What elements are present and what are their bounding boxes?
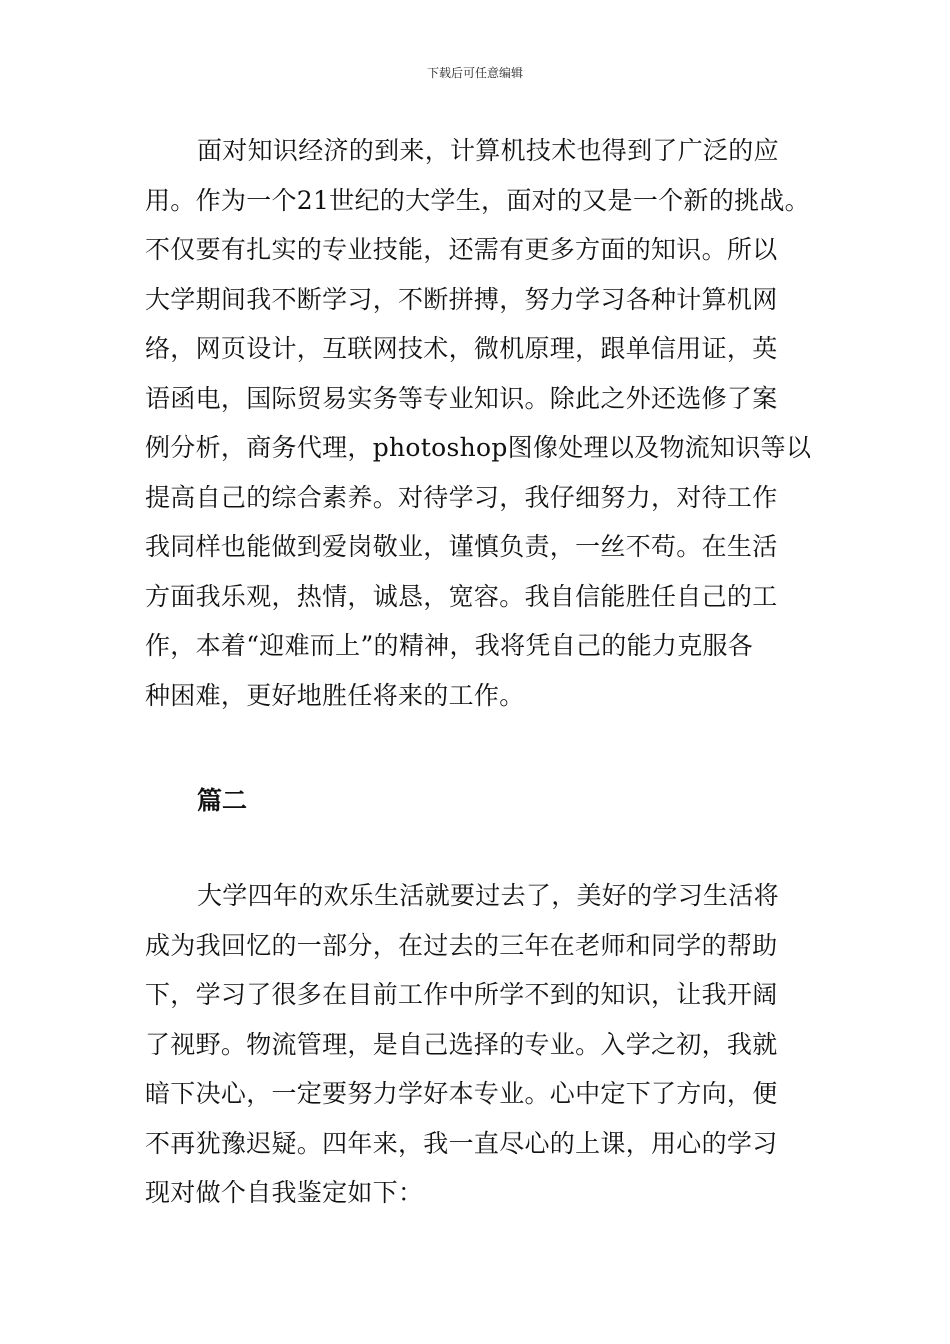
text-line: 不仅要有扎实的专业技能，还需有更多方面的知识。所以	[145, 235, 778, 264]
text-line: 种困难，更好地胜任将来的工作。	[145, 680, 525, 710]
section-title: 篇二	[197, 786, 248, 815]
text-line: 大学四年的欢乐生活就要过去了，美好的学习生活将	[197, 881, 779, 910]
page-header-note: 下载后可任意编辑	[426, 66, 523, 80]
paragraph-section-two	[145, 871, 815, 1218]
text-line: 不再犹豫迟疑。四年来，我一直尽心的上课，用心的学习	[145, 1128, 778, 1158]
text-line: 方面我乐观，热情，诚恳，宽容。我自信能胜任自己的工	[145, 581, 778, 611]
text-line: 现对做个自我鉴定如下：	[145, 1178, 424, 1207]
text-line: 下，学习了很多在目前工作中所学不到的知识，让我开阔	[145, 980, 778, 1009]
text-line: 了视野。物流管理，是自己选择的专业。入学之初，我就	[145, 1029, 778, 1059]
text-line: 用。作为一个21世纪的大学生，面对的又是一个新的挑战。	[145, 185, 810, 215]
text-line: 成为我回忆的一部分，在过去的三年在老师和同学的帮助	[145, 930, 778, 960]
text-line: 例分析，商务代理，photoshop图像处理以及物流知识等以	[145, 433, 812, 462]
text-line: 语函电，国际贸易实务等专业知识。除此之外还选修了案	[145, 383, 778, 413]
text-line: 提高自己的综合素养。对待学习，我仔细努力，对待工作	[145, 482, 778, 512]
paragraph-self-assessment	[145, 126, 815, 720]
text-line: 面对知识经济的到来，计算机技术也得到了广泛的应	[197, 136, 779, 165]
text-line: 作，本着“迎难而上”的精神，我将凭自己的能力克服各	[145, 631, 754, 660]
text-line: 络，网页设计，互联网技术，微机原理，跟单信用证，英	[145, 334, 778, 363]
text-line: 我同样也能做到爱岗敬业，谨慎负责，一丝不苟。在生活	[145, 532, 778, 561]
text-line: 暗下决心，一定要努力学好本专业。心中定下了方向，便	[145, 1079, 778, 1108]
text-line: 大学期间我不断学习，不断拼搏，努力学习各种计算机网	[145, 284, 778, 314]
